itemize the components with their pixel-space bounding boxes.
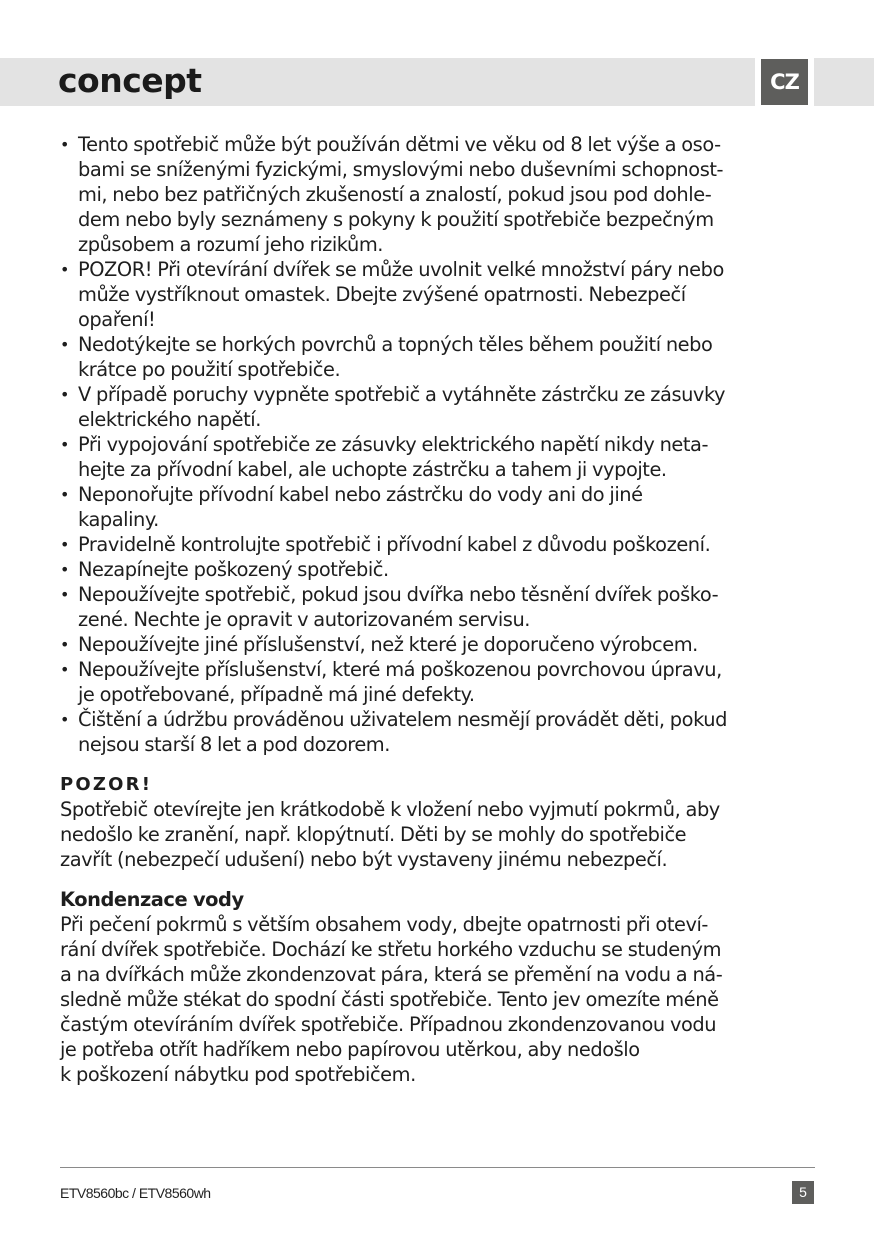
condensation-text-line: častým otevíráním dvířek spotřebiče. Případnou zkondenzovanou vodu [60,1013,717,1036]
condensation-body [60,912,820,1087]
bullet-icon: • [60,660,69,679]
footer-model-number: ETV8560bc / ETV8560wh [60,1185,211,1201]
bullet-text-line: způsobem a rozumí jeho rizikům. [78,233,383,256]
bullet-icon: • [60,260,69,279]
bullet-text-line: může vystříknout omastek. Dbejte zvýšené opatrnosti. Nebezpečí [78,283,686,306]
bullet-item [60,432,820,482]
bullet-text-line: zené. Nechte je opravit v autorizovaném servisu. [78,608,531,631]
bullet-item [60,707,820,757]
bullet-text-line: elektrického napětí. [78,408,261,431]
condensation-section [60,887,820,1087]
bullet-text-line: Pravidelně kontrolujte spotřebič i přívodní kabel z důvodu poškození. [78,533,711,556]
condensation-title: Kondenzace vody [60,888,244,911]
bullet-icon: • [60,135,69,154]
bullet-icon: • [60,710,69,729]
condensation-text-line: k poškození nábytku pod spotřebičem. [60,1063,416,1086]
bullet-text-line: V případě poruchy vypněte spotřebič a vytáhněte zástrčku ze zásuvky [78,383,726,406]
bullet-text-line: krátce po použití spotřebiče. [78,358,341,381]
safety-bullet-list [60,132,820,757]
bullet-text-line: Tento spotřebič může být používán dětmi ve věku od 8 let výše a oso- [78,133,721,156]
bullet-text-line: Neponořujte přívodní kabel nebo zástrčku do vody ani do jiné [78,483,643,506]
bullet-item [60,257,820,332]
warning-text-line: nedošlo ke zranění, např. klopýtnutí. Děti by se mohly do spotřebiče [60,823,687,846]
bullet-text-line: kapaliny. [78,508,159,531]
bullet-text-line: bami se sníženými fyzickými, smyslovými nebo duševními schopnost- [78,158,724,181]
bullet-icon: • [60,435,69,454]
bullet-text-line: Čištění a údržbu prováděnou uživatelem nesmějí provádět děti, pokud [78,708,727,731]
bullet-icon: • [60,335,69,354]
header-bar-end [814,58,874,106]
bullet-text-line: nejsou starší 8 let a pod dozorem. [78,733,390,756]
bullet-text-line: Nezapínejte poškozený spotřebič. [78,558,389,581]
bullet-text-line: Nepoužívejte spotřebič, pokud jsou dvířka nebo těsnění dvířek poško- [78,583,719,606]
warning-body [60,797,820,872]
condensation-text-line: Při pečení pokrmů s větším obsahem vody, dbejte opatrnosti při oteví- [60,913,708,936]
bullet-item [60,557,820,582]
brand-logo: concept [58,61,202,100]
bullet-icon: • [60,385,69,404]
warning-text-line: zavřít (nebezpečí udušení) nebo být vystaveny jinému nebezpečí. [60,848,668,871]
bullet-text-line: opaření! [78,308,156,331]
warning-text-line: Spotřebič otevírejte jen krátkodobě k vložení nebo vyjmutí pokrmů, aby [60,798,720,821]
bullet-text-line: hejte za přívodní kabel, ale uchopte zástrčku a tahem ji vypojte. [78,458,667,481]
bullet-text-line: dem nebo byly seznámeny s pokyny k použití spotřebiče bezpečným [78,208,714,231]
bullet-icon: • [60,560,69,579]
bullet-text-line: mi, nebo bez patřičných zkušeností a znalostí, pokud jsou pod dohle- [78,183,712,206]
bullet-text-line: Nedotýkejte se horkých povrchů a topných těles během použití nebo [78,333,713,356]
bullet-item [60,382,820,432]
page-number: 5 [792,1181,814,1204]
condensation-text-line: a na dvířkách může zkondenzovat pára, která se přemění na vodu a ná- [60,963,723,986]
bullet-icon: • [60,535,69,554]
bullet-text-line: Nepoužívejte jiné příslušenství, než které je doporučeno výrobcem. [78,633,698,656]
bullet-item [60,582,820,632]
bullet-icon: • [60,485,69,504]
bullet-text-line: Při vypojování spotřebiče ze zásuvky elektrického napětí nikdy neta- [78,433,709,456]
bullet-item [60,657,820,707]
bullet-text-line: Nepoužívejte příslušenství, které má poškozenou povrchovou úpravu, [78,658,722,681]
bullet-item [60,132,820,257]
bullet-item [60,332,820,382]
footer-divider [60,1167,815,1168]
condensation-text-line: sledně může stékat do spodní části spotřebiče. Tento jev omezíte méně [60,988,719,1011]
condensation-text-line: je potřeba otřít hadříkem nebo papírovou utěrkou, aby nedošlo [60,1038,640,1061]
bullet-item [60,532,820,557]
bullet-item [60,482,820,532]
bullet-text-line: POZOR! Při otevírání dvířek se může uvolnit velké množství páry nebo [78,258,724,281]
condensation-text-line: rání dvířek spotřebiče. Dochází ke střetu horkého vzduchu se studeným [60,938,722,961]
bullet-icon: • [60,585,69,604]
bullet-icon: • [60,635,69,654]
warning-section [60,772,820,872]
warning-title: POZOR! [60,774,153,795]
bullet-item [60,632,820,657]
page-content [60,132,820,1087]
language-badge: CZ [761,59,808,105]
bullet-text-line: je opotřebované, případně má jiné defekty. [78,683,475,706]
